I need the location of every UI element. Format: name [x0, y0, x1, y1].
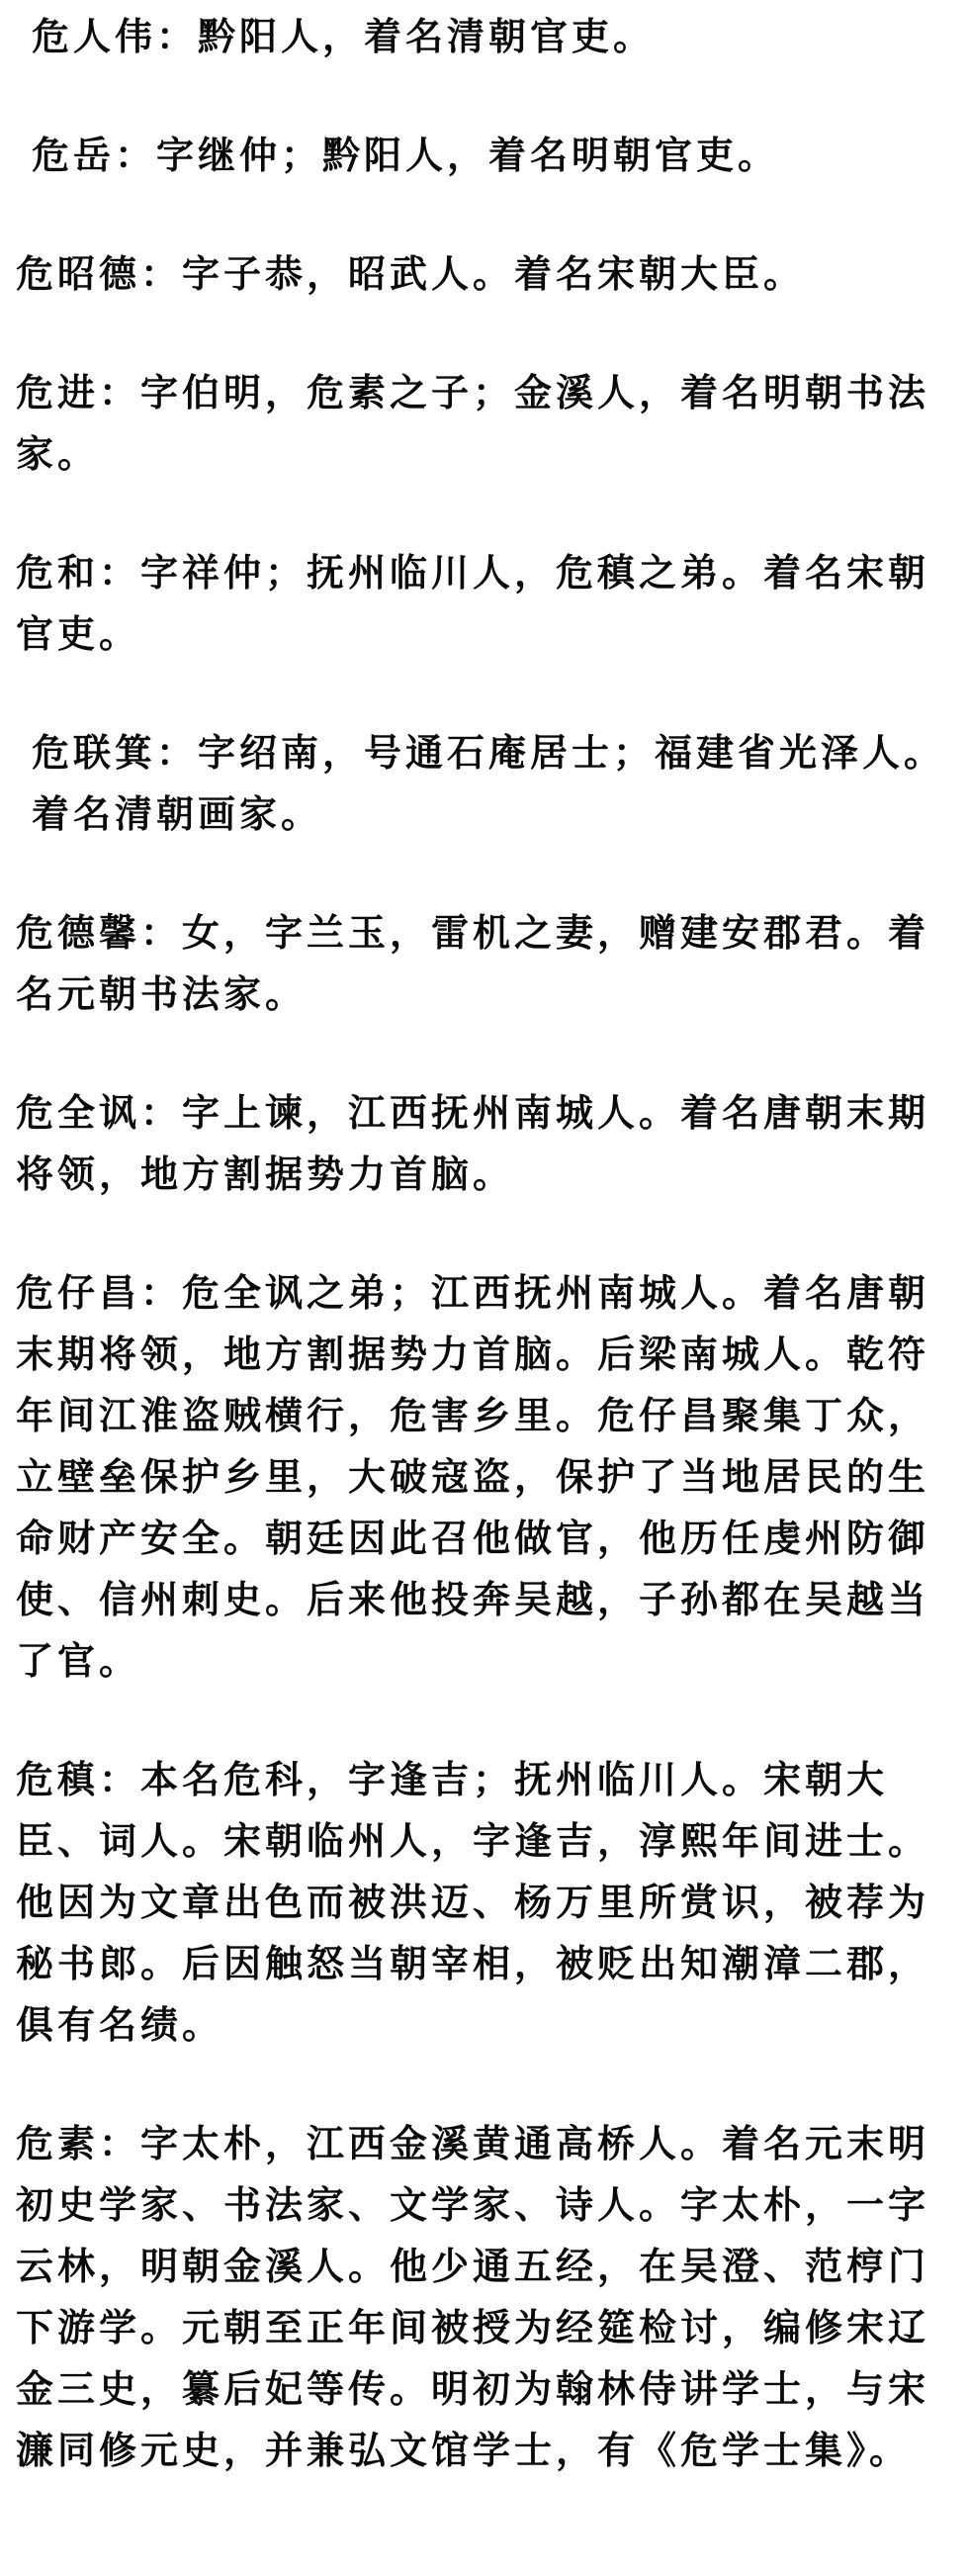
entry-wei-su: 危素：字太朴，江西金溪黄通高桥人。着名元末明初史学家、书法家、文学家、诗人。字太朴，一字云林，明朝金溪人。他少通五经，在吴澄、范梈门下游学。元朝至正年间被授为经筵检讨，编修宋辽金三史，纂后妃等传。明初为翰林侍讲学士，与宋濂同修元史，并兼弘文馆学士，有《危学士集》。: [16, 2121, 930, 2472]
entry-wei-renwei: 危人伟：黔阳人，着名清朝官吏。: [32, 14, 656, 58]
entry-wei-zichang: 危仔昌：危全讽之弟；江西抚州南城人。着名唐朝末期将领，地方割据势力首脑。后梁南城人。乾符年间江淮盗贼横行，危害乡里。危仔昌聚集丁众，立壁垒保护乡里，大破寇盗，保护了当地居民的生命财产安全。朝廷因此召他做官，他历任虔州防御使、信州刺史。后来他投奔吴越，子孙都在吴越当了官。: [16, 1270, 930, 1683]
entry-wei-he: 危和：字祥仲；抚州临川人，危稹之弟。着名宋朝官吏。: [16, 550, 930, 656]
entry-wei-zhen: 危稹：本名危科，字逢吉；抚州临川人。宋朝大臣、词人。宋朝临州人，字逢吉，淳熙年间进士。他因为文章出色而被洪迈、杨万里所赏识，被荐为秘书郎。后因触怒当朝宰相，被贬出知潮漳二郡，俱有名绩。: [16, 1757, 930, 2047]
entry-wei-zhaode: 危昭德：字子恭，昭武人。着名宋朝大臣。: [16, 251, 806, 296]
entry-wei-jin: 危进：字伯明，危素之子；金溪人，着名明朝书法家。: [16, 370, 930, 476]
entry-wei-lianji: 危联箕：字绍南，号通石庵居士；福建省光泽人。着名清朝画家。: [32, 730, 946, 836]
entry-wei-quanfeng: 危全讽：字上谏，江西抚州南城人。着名唐朝末期将领，地方割据势力首脑。: [16, 1090, 930, 1196]
entry-wei-dexin: 危德馨：女，字兰玉，雷机之妻，赠建安郡君。着名元朝书法家。: [16, 910, 930, 1016]
entry-wei-yue: 危岳：字继仲；黔阳人，着名明朝官吏。: [32, 133, 780, 177]
